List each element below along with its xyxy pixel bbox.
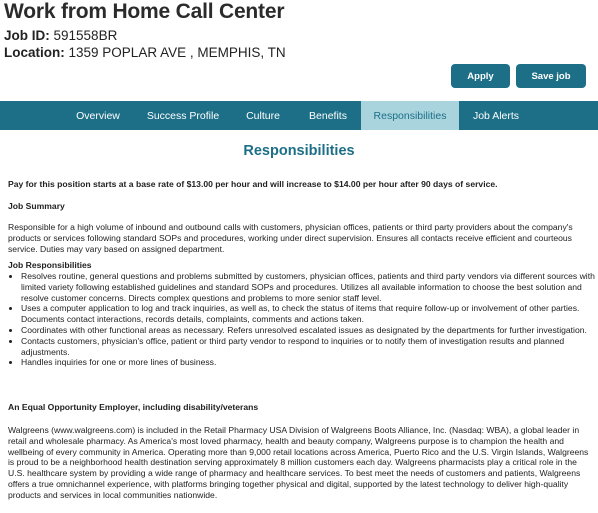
- eoe-text: Walgreens (www.walgreens.com) is included in the Retail Pharmacy USA Division of Walgreens Boots Alliance, Inc. (Nasdaq: WBA), a global leader in retail and wholesale pharmacy. As America's most loved pharmacy, health and beauty company, Walgreens purpose is to champion the health and wellbeing of every community in America. Operating more than 9,000 retail locations across America, Puerto Rico and the U.S. Virgin Islands, Walgreens is proud to be a neighborhood health destination serving approximately 8 million customers each day. Walgreens pharmacists play a critical role in the U.S. healthcare system by providing a wide range of pharmacy and healthcare services. To best meet the needs of customers and patients, Walgreens offers a true omnichannel experience, with platforms bringing together physical and digital, supported by the latest technology to deliver high-quality products and services in local communities nationwide.: [8, 425, 589, 500]
- location-label: Location:: [4, 45, 65, 60]
- section-heading: Responsibilities: [243, 143, 355, 159]
- list-item: • Resolves routine, general questions and problems submitted by customers, physician offices, patients and third party vendors via different sources with limited variety following established guidelines and standard SOPs and procedures. Utilizes all available information to choose the best solution and resolve customer concerns. Directs complex questions and problems to more senior staff level.: [21, 271, 598, 303]
- save-job-button[interactable]: Save job: [516, 64, 586, 88]
- job-nav-bar: [0, 101, 598, 130]
- job-location: [4, 45, 286, 60]
- location-value: 1359 POPLAR AVE , MEMPHIS, TN: [68, 45, 286, 60]
- job-title: Work from Home Call Center: [4, 0, 285, 23]
- list-item: • Contacts customers, physician's office, patient or third party vendor to respond to inquiries or to notify them of investigation results and planned adjustments.: [21, 336, 598, 358]
- job-responsibilities-heading: Job Responsibilities: [8, 260, 92, 270]
- tab-benefits[interactable]: Benefits: [309, 109, 347, 122]
- list-item: • Coordinates with other functional areas as necessary. Refers unresolved escalated issues as designated by the departments for further investigation.: [21, 325, 598, 336]
- tab-responsibilities[interactable]: Responsibilities: [361, 101, 459, 130]
- eoe-heading: An Equal Opportunity Employer, including disability/veterans: [8, 402, 259, 412]
- pay-statement: Pay for this position starts at a base rate of $13.00 per hour and will increase to $14.00 per hour after 90 days of service.: [8, 179, 498, 189]
- list-item: • Uses a computer application to log and track inquiries, as well as, to check the status of items that require follow-up or involvement of other parties. Documents contact interactions, records details, complaints, comments and actions taken.: [21, 303, 598, 325]
- job-id: [4, 28, 117, 43]
- tab-overview[interactable]: Overview: [76, 109, 120, 122]
- list-item: • Handles inquiries for one or more lines of business.: [21, 357, 598, 368]
- apply-button[interactable]: Apply: [451, 64, 510, 88]
- job-id-value: 591558BR: [53, 28, 118, 43]
- tab-job-alerts[interactable]: Job Alerts: [472, 109, 520, 122]
- responsibilities-list: [8, 271, 598, 368]
- job-summary-text: Responsible for a high volume of inbound and outbound calls with customers, physician offices, patients or third party providers about the company's products or services following standard SOPs and procedures, working under direct supervision. Ensures all contacts receive efficient and courteous service. Duties may vary based on assigned department.: [8, 222, 573, 254]
- job-id-label: Job ID:: [4, 28, 50, 43]
- job-summary-heading: Job Summary: [8, 201, 65, 211]
- tab-success-profile[interactable]: Success Profile: [146, 109, 220, 122]
- tab-culture[interactable]: Culture: [246, 109, 280, 122]
